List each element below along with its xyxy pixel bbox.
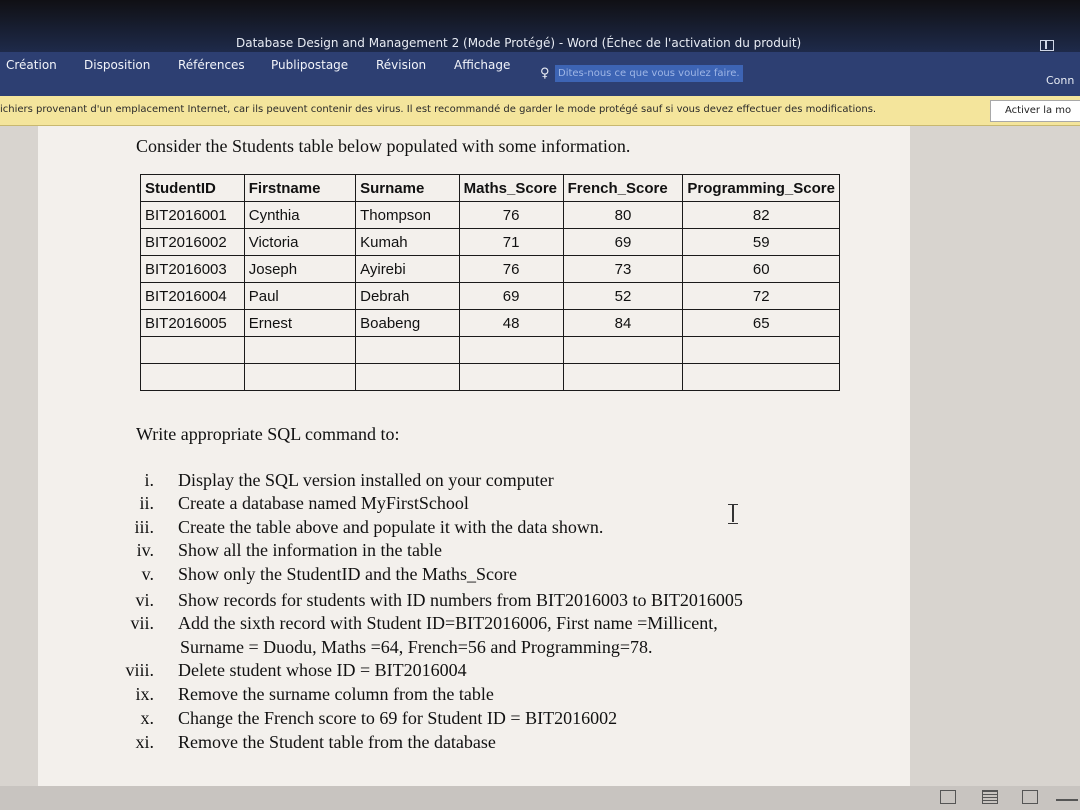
lightbulb-icon[interactable]: ♀ (540, 66, 550, 81)
cell-surname: Debrah (356, 283, 460, 310)
cell-maths-score: 76 (459, 202, 563, 229)
question-text: Add the sixth record with Student ID=BIT2016006, First name =Millicent, (178, 613, 718, 633)
table-row-empty (141, 364, 840, 391)
question-number: v. (141, 564, 154, 584)
empty-cell (459, 337, 563, 364)
question-text: Delete student whose ID = BIT2016004 (178, 660, 467, 680)
tell-me-input[interactable]: Dites-nous ce que vous voulez faire. (555, 65, 743, 82)
question-text: Surname = Duodu, Maths =64, French=56 and Programming=78. (180, 637, 653, 657)
question-item (96, 493, 469, 514)
table-row (141, 202, 840, 229)
question-number: xi. (135, 732, 154, 752)
empty-cell (356, 364, 460, 391)
cell-surname: Kumah (356, 229, 460, 256)
empty-cell (244, 364, 355, 391)
cell-studentid: BIT2016003 (141, 256, 245, 283)
header-programming-score: Programming_Score (683, 175, 840, 202)
empty-cell (563, 337, 683, 364)
cell-surname: Thompson (356, 202, 460, 229)
ribbon-display-options-icon[interactable] (1040, 40, 1054, 51)
question-text: Show all the information in the table (178, 540, 442, 560)
question-item (96, 732, 496, 753)
table-row (141, 229, 840, 256)
question-text: Show only the StudentID and the Maths_Score (178, 564, 517, 584)
window-title: Database Design and Management 2 (Mode Protégé) - Word (Échec de l'activation du produit) (236, 36, 802, 50)
empty-cell (244, 337, 355, 364)
question-text: Remove the Student table from the database (178, 732, 496, 752)
table-row (141, 283, 840, 310)
question-number: iii. (134, 517, 154, 537)
cell-surname: Ayirebi (356, 256, 460, 283)
question-text: Display the SQL version installed on your computer (178, 470, 554, 490)
question-number: x. (140, 708, 154, 728)
header-maths-score: Maths_Score (459, 175, 563, 202)
cell-firstname: Victoria (244, 229, 355, 256)
question-text: Show records for students with ID numbers from BIT2016003 to BIT2016005 (178, 590, 743, 610)
protected-view-bar (0, 96, 1080, 126)
cell-firstname: Paul (244, 283, 355, 310)
question-item (96, 708, 617, 729)
account-link[interactable]: Conn (1046, 74, 1075, 87)
cell-programming-score: 82 (683, 202, 840, 229)
question-text: Remove the surname column from the table (178, 684, 494, 704)
instruction-text: Write appropriate SQL command to: (136, 424, 400, 444)
cell-maths-score: 71 (459, 229, 563, 256)
question-number: vi. (135, 590, 154, 610)
read-mode-icon[interactable] (940, 790, 956, 804)
header-firstname: Firstname (244, 175, 355, 202)
question-item (96, 684, 494, 705)
cell-programming-score: 59 (683, 229, 840, 256)
empty-cell (141, 364, 245, 391)
tab-disposition[interactable]: Disposition (84, 58, 151, 72)
students-table (140, 174, 840, 391)
cell-maths-score: 48 (459, 310, 563, 337)
table-row (141, 310, 840, 337)
question-text: Create a database named MyFirstSchool (178, 493, 469, 513)
cell-surname: Boabeng (356, 310, 460, 337)
cell-french-score: 69 (563, 229, 683, 256)
question-item (96, 590, 743, 611)
cell-french-score: 52 (563, 283, 683, 310)
cell-firstname: Joseph (244, 256, 355, 283)
question-item (96, 564, 517, 585)
tab-revision[interactable]: Révision (376, 58, 427, 72)
tab-references[interactable]: Références (178, 58, 245, 72)
question-number: iv. (136, 540, 154, 560)
cell-studentid: BIT2016005 (141, 310, 245, 337)
question-item (96, 517, 603, 538)
print-layout-icon[interactable] (982, 790, 998, 804)
header-surname: Surname (356, 175, 460, 202)
cell-programming-score: 65 (683, 310, 840, 337)
question-continuation (180, 637, 653, 658)
cell-programming-score: 60 (683, 256, 840, 283)
text-cursor-icon (728, 504, 738, 522)
cell-french-score: 80 (563, 202, 683, 229)
web-layout-icon[interactable] (1022, 790, 1038, 804)
question-text: Change the French score to 69 for Student ID = BIT2016002 (178, 708, 618, 728)
cell-studentid: BIT2016004 (141, 283, 245, 310)
question-item (96, 540, 442, 561)
empty-cell (563, 364, 683, 391)
empty-cell (459, 364, 563, 391)
table-row (141, 256, 840, 283)
empty-cell (683, 337, 840, 364)
enable-editing-button[interactable]: Activer la mo (990, 100, 1080, 122)
ribbon (0, 52, 1080, 96)
question-number: viii. (125, 660, 154, 680)
status-bar (0, 786, 1080, 810)
empty-cell (141, 337, 245, 364)
cell-studentid: BIT2016002 (141, 229, 245, 256)
cell-french-score: 84 (563, 310, 683, 337)
question-number: vii. (130, 613, 154, 633)
cell-studentid: BIT2016001 (141, 202, 245, 229)
cell-french-score: 73 (563, 256, 683, 283)
table-row-empty (141, 337, 840, 364)
tab-creation[interactable]: Création (6, 58, 57, 72)
cell-firstname: Cynthia (244, 202, 355, 229)
question-number: i. (144, 470, 154, 490)
header-studentid: StudentID (141, 175, 245, 202)
question-item (96, 470, 554, 491)
table-header-row (141, 175, 840, 202)
protected-view-message: ichiers provenant d'un emplacement Internet, car ils peuvent contenir des virus. Il est recommandé de garder le mode protégé sauf si vous devez effectuer des modifications. (0, 104, 877, 115)
header-french-score: French_Score (563, 175, 683, 202)
cell-maths-score: 76 (459, 256, 563, 283)
tab-affichage[interactable]: Affichage (454, 58, 511, 72)
question-number: ii. (139, 493, 154, 513)
question-item (96, 660, 467, 681)
cell-programming-score: 72 (683, 283, 840, 310)
question-text: Create the table above and populate it with the data shown. (178, 517, 604, 537)
cell-firstname: Ernest (244, 310, 355, 337)
intro-text: Consider the Students table below populated with some information. (136, 136, 631, 156)
question-number: ix. (135, 684, 154, 704)
cell-maths-score: 69 (459, 283, 563, 310)
zoom-out-icon[interactable] (1056, 799, 1078, 801)
empty-cell (356, 337, 460, 364)
tab-publipostage[interactable]: Publipostage (271, 58, 349, 72)
question-item (96, 613, 718, 634)
empty-cell (683, 364, 840, 391)
title-bar (0, 0, 1080, 52)
